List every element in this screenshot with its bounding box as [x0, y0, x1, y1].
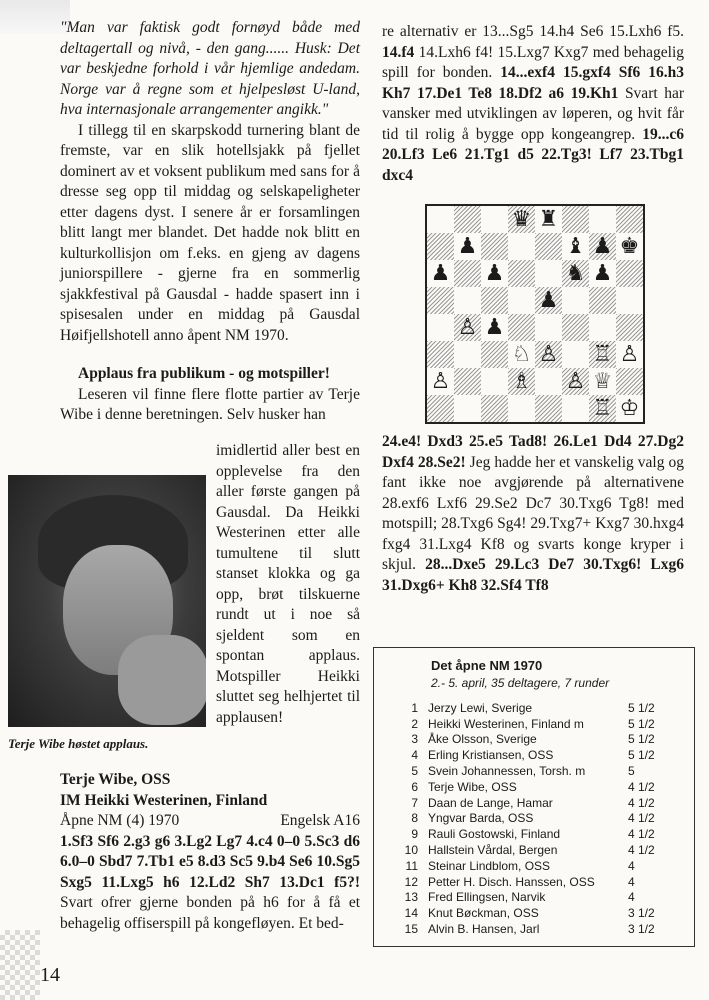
board-square — [508, 260, 535, 287]
standings-box — [373, 647, 695, 947]
board-square — [454, 341, 481, 368]
body-paragraph-1: I tillegg til en skarpskodd turnering blant de fremste, var en slik hotellsjakk på fjellet dominert av et voksent publikum med sans for å dresse seg opp til middag og selskapeligheter etter dagens dyst. I senere år er forsamlingen blitt langt mer blandet. Det hadde nok blitt en kulturkollisjon om f.eks. en gjeng av dagens juniorspillere - gjerne fra en sommerlig sjakkfestival på Gausdal - hadde spasert inn i spisesalen under en middag på Gausdal Høifjellshotell anno åpent NM 1970. — [60, 121, 360, 344]
standing-name: Heikki Westerinen, Finland m — [428, 716, 584, 731]
board-square: ♙ — [427, 368, 454, 395]
board-square — [454, 395, 481, 422]
table-title: Det åpne NM 1970 — [431, 658, 543, 673]
standing-name: Alvin B. Hansen, Jarl — [428, 922, 540, 937]
continuation-5: Svart har vansker med utviklingen av løperen, og hvit får tid til rolig å bygge opp kongeangrep. — [382, 84, 684, 143]
table-row — [388, 905, 688, 921]
continuation-4: 14...exf4 15.gxf4 Sf6 16.h3 Kh7 17.De1 Te8 18.Df2 a6 19.Kh1 — [382, 64, 685, 102]
board-square — [427, 395, 454, 422]
board-square — [481, 368, 508, 395]
standing-rank: 6 — [411, 779, 418, 794]
game-header — [60, 770, 360, 934]
board-square — [562, 314, 589, 341]
board-square: ♚ — [616, 233, 643, 260]
board-square: ♙ — [616, 341, 643, 368]
table-row — [388, 842, 688, 858]
board-square: ♔ — [616, 395, 643, 422]
board-square: ♟ — [454, 233, 481, 260]
black-player: IM Heikki Westerinen, Finland — [60, 791, 268, 809]
board-square — [616, 314, 643, 341]
board-square — [535, 314, 562, 341]
board-square: ♝ — [562, 233, 589, 260]
standing-rank: 12 — [404, 874, 418, 889]
standing-name: Petter H. Disch. Hanssen, OSS — [428, 874, 595, 889]
board-square: ♖ — [589, 341, 616, 368]
after-note: Jeg hadde her et vanskelig valg og fant ikke noe avgjørende på alternativene 28.exf6 Lxf6 29.Se2 Dc7 30.Txg6 Tg8! med motspill; 28.Txg6 Sg4! 29.Txg7+ Kxg7 30.hxg4 fxg4 31.Lxg4 Kf8 og svarts konge kryper i skjul. — [382, 453, 684, 573]
table-subtitle: 2.- 5. april, 35 deltagere, 7 runder — [431, 676, 610, 690]
board-square — [427, 287, 454, 314]
board-square — [454, 287, 481, 314]
board-square — [481, 233, 508, 260]
board-square — [481, 395, 508, 422]
standing-rank: 15 — [404, 922, 418, 937]
table-row — [388, 858, 688, 874]
standing-rank: 13 — [404, 890, 418, 905]
standings-list — [388, 700, 688, 937]
right-column — [382, 22, 684, 186]
page-number: 14 — [40, 964, 60, 986]
standing-name: Fred Ellingsen, Narvik — [428, 890, 546, 905]
board-square — [616, 206, 643, 233]
standing-rank: 11 — [405, 858, 418, 873]
board-square — [454, 260, 481, 287]
board-square — [589, 206, 616, 233]
board-square — [454, 206, 481, 233]
board-square — [589, 287, 616, 314]
board-square — [562, 341, 589, 368]
standing-name: Erling Kristiansen, OSS — [428, 748, 554, 763]
section-heading: Applaus fra publikum - og motspiller! — [78, 365, 330, 382]
board-square: ♙ — [535, 341, 562, 368]
board-square — [427, 233, 454, 260]
standing-score: 4 1/2 — [628, 843, 655, 858]
standing-name: Rauli Gostowski, Finland — [428, 827, 561, 842]
standing-score: 5 1/2 — [628, 748, 655, 763]
standing-score: 4 1/2 — [628, 795, 655, 810]
standing-score: 4 — [628, 874, 635, 889]
board-square — [427, 314, 454, 341]
photo-caption: Terje Wibe høstet applaus. — [8, 736, 149, 751]
standing-score: 4 1/2 — [628, 827, 655, 842]
board-square — [562, 395, 589, 422]
left-column — [60, 18, 360, 426]
board-square: ♖ — [589, 395, 616, 422]
standing-name: Terje Wibe, OSS — [428, 779, 517, 794]
standing-name: Yngvar Barda, OSS — [428, 811, 534, 826]
chess-board — [425, 204, 645, 424]
board-square — [535, 395, 562, 422]
standing-rank: 8 — [411, 811, 418, 826]
continuation-6: 19...c6 20.Lf3 Le6 21.Tg1 d5 22.Tg3! Lf7 23.Tbg1 dxc4 — [382, 125, 684, 184]
table-row — [388, 763, 688, 779]
wrap-paragraph — [216, 441, 360, 728]
board-square — [562, 287, 589, 314]
moves-note: Svart ofrer gjerne bonden på h6 for å få et behagelig offiserspill på kongefløyen. Et bed- — [60, 894, 360, 932]
standing-score: 3 1/2 — [628, 906, 655, 921]
event-name: Åpne NM (4) 1970 — [60, 812, 180, 829]
table-row — [388, 826, 688, 842]
board-square — [454, 368, 481, 395]
board-square — [427, 341, 454, 368]
player-photo — [8, 475, 206, 727]
standing-score: 4 1/2 — [628, 811, 655, 826]
board-square: ♗ — [508, 368, 535, 395]
standing-name: Svein Johannessen, Torsh. m — [428, 764, 586, 779]
after-moves-2: 28...Dxe5 29.Lc3 De7 30.Txg6! Lxg6 31.Dxg6+ Kh8 32.Sf4 Tf8 — [382, 556, 684, 594]
standing-score: 5 1/2 — [628, 716, 655, 731]
board-square — [616, 287, 643, 314]
standing-name: Åke Olsson, Sverige — [428, 732, 537, 747]
continuation-2: 14.f4 — [382, 43, 415, 61]
continuation-1: re alternativ er 13...Sg5 14.h4 Se6 15.Lxh6 f5. — [382, 23, 684, 40]
table-row — [388, 874, 688, 890]
board-square — [589, 314, 616, 341]
standing-rank: 5 — [411, 764, 418, 779]
board-square: ♟ — [535, 287, 562, 314]
standing-name: Daan de Lange, Hamar — [428, 795, 553, 810]
table-row — [388, 747, 688, 763]
continuation-3: 14.Lxh6 f4! 15.Lxg7 Kxg7 med behagelig spill for bonden. — [382, 43, 684, 81]
board-square: ♟ — [589, 260, 616, 287]
white-player: Terje Wibe, OSS — [60, 771, 171, 788]
standing-score: 5 1/2 — [628, 732, 655, 747]
after-moves-1: 24.e4! Dxd3 25.e5 Tad8! 26.Le1 Dd4 27.Dg2 Dxf4 28.Se2! — [382, 433, 684, 471]
board-square — [481, 206, 508, 233]
moves-bold: 1.Sf3 Sf6 2.g3 g6 3.Lg2 Lg7 4.c4 0–0 5.Sc3 d6 6.0–0 Sbd7 7.Tb1 e5 8.d3 Sc5 9.b4 Se6 10.Sg5 Sxg5 11.Lxg5 h6 12.Ld2 Sh7 13.Dc1 f5?! — [60, 832, 360, 891]
board-square: ♟ — [589, 233, 616, 260]
board-square — [562, 206, 589, 233]
board-square: ♙ — [454, 314, 481, 341]
standing-rank: 10 — [404, 843, 418, 858]
board-square — [535, 233, 562, 260]
standing-score: 4 1/2 — [628, 779, 655, 794]
standing-rank: 3 — [411, 732, 418, 747]
board-square: ♕ — [589, 368, 616, 395]
standing-name: Hallstein Vårdal, Bergen — [428, 843, 558, 858]
table-row — [388, 890, 688, 906]
standing-rank: 9 — [411, 827, 418, 842]
board-square — [508, 314, 535, 341]
board-square: ♜ — [535, 206, 562, 233]
standing-rank: 2 — [411, 716, 418, 731]
checker-decoration — [0, 930, 40, 1000]
board-square — [535, 368, 562, 395]
after-board-text — [382, 432, 684, 596]
board-square: ♛ — [508, 206, 535, 233]
table-row — [388, 700, 688, 716]
quote-paragraph: "Man var faktisk godt fornøyd både med deltagertall og nivå, - den gang...... Husk: Det var beskjedne forhold i vår hjemlige andedam. Norge var å regne som et hjelpesløst U-land, hva internasjonale arrangementer angikk." — [60, 19, 360, 118]
table-row — [388, 795, 688, 811]
table-row — [388, 732, 688, 748]
standing-rank: 1 — [411, 700, 418, 715]
board-square — [481, 287, 508, 314]
board-square — [616, 368, 643, 395]
standing-score: 4 — [628, 858, 635, 873]
board-square — [481, 341, 508, 368]
board-square — [508, 287, 535, 314]
board-square: ♟ — [427, 260, 454, 287]
standing-rank: 4 — [411, 748, 418, 763]
board-square: ♘ — [508, 341, 535, 368]
board-square — [508, 233, 535, 260]
standing-score: 4 — [628, 890, 635, 905]
table-row — [388, 811, 688, 827]
body-paragraph-2: Leseren vil finne flere flotte partier av Terje Wibe i denne beretningen. Selv husker han — [60, 385, 360, 423]
table-row — [388, 716, 688, 732]
standing-score: 5 1/2 — [628, 700, 655, 715]
standing-score: 5 — [628, 764, 635, 779]
standing-name: Knut Bøckman, OSS — [428, 906, 539, 921]
board-square: ♟ — [481, 314, 508, 341]
board-square — [616, 260, 643, 287]
standing-name: Steinar Lindblom, OSS — [428, 858, 551, 873]
standing-score: 3 1/2 — [628, 922, 655, 937]
standing-name: Jerzy Lewi, Sverige — [428, 700, 533, 715]
wrap-text: imidlertid aller best en opplevelse fra den aller første gangen på Gausdal. Da Heikki Westerinen etter alle tumultene til slutt stanset klokka og ga opp, brøt tilskuerne rundt ut i noe så sjeldent som en spontan applaus. Motspiller Heikki sluttet seg helhjertet til applausen! — [216, 442, 360, 726]
board-square: ♟ — [481, 260, 508, 287]
board-square — [427, 206, 454, 233]
board-square: ♞ — [562, 260, 589, 287]
standing-rank: 7 — [411, 795, 418, 810]
table-row — [388, 921, 688, 937]
board-square — [535, 260, 562, 287]
board-square — [508, 395, 535, 422]
opening-code: Engelsk A16 — [280, 812, 360, 829]
standing-rank: 14 — [404, 906, 418, 921]
board-square: ♙ — [562, 368, 589, 395]
table-row — [388, 779, 688, 795]
